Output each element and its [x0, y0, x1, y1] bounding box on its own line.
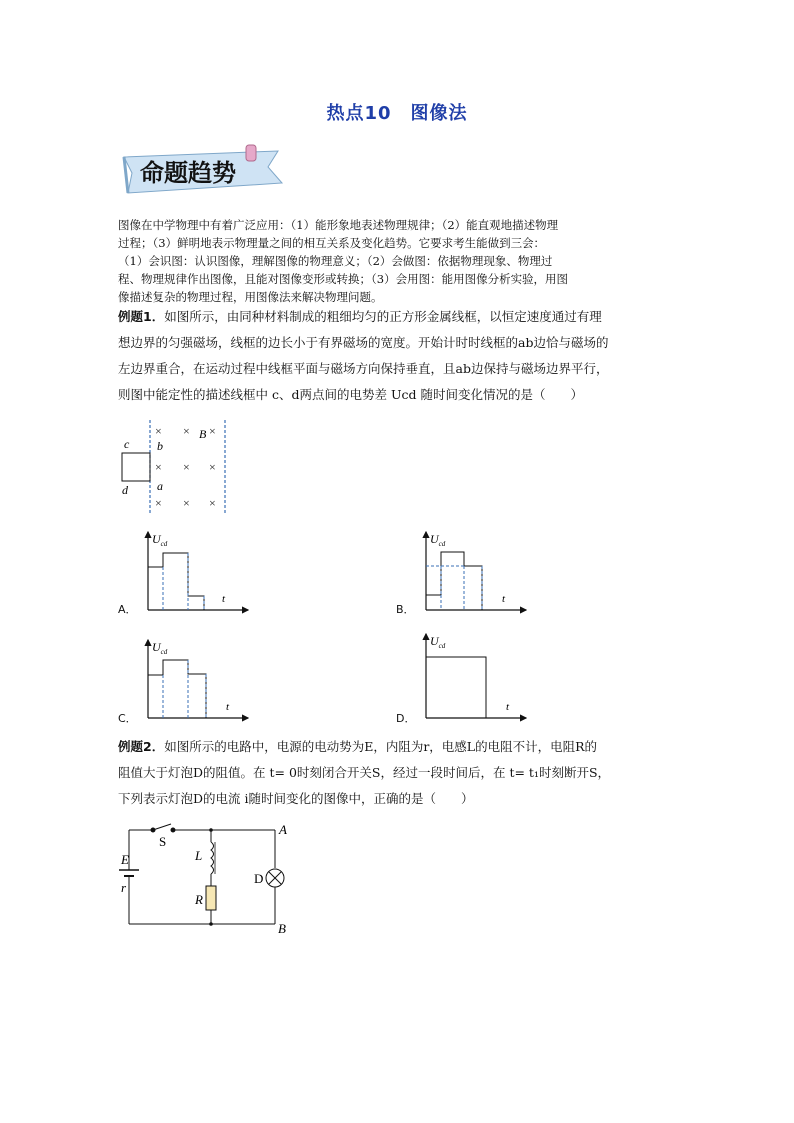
label-L: L [195, 848, 203, 863]
example2-line: 下列表示灯泡D的电流 i随时间变化的图像中，正确的是（ ） [118, 791, 474, 806]
label-E: E [121, 852, 129, 867]
axis-label-sub: cd [438, 540, 446, 548]
intro-line: 图像在中学物理中有着广泛应用：（1）能形象地表述物理规律；（2）能直观地描述物理 [118, 218, 559, 232]
option-c-graph[interactable] [140, 636, 252, 722]
example2-line: 阻值大于灯泡D的阻值。在 t= 0时刻闭合开关S，经过一段时间后，在 t= t₁时刻断开S， [118, 765, 611, 780]
axis-label-sub: cd [160, 648, 168, 656]
magnetic-field-figure [115, 418, 235, 518]
field-cross: × [183, 460, 190, 474]
example1-line: 想边界的匀强磁场，线框的边长小于有界磁场的宽度。开始计时时线框的ab边恰与磁场的 [118, 335, 609, 350]
field-cross: × [209, 460, 216, 474]
option-a-label[interactable]: A． [118, 603, 137, 616]
example2-text [118, 734, 678, 812]
banner-text: 命题趋势 [140, 159, 236, 187]
field-cross: × [155, 424, 162, 438]
field-cross: × [209, 496, 216, 510]
field-cross: × [183, 496, 190, 510]
intro-line: 过程；（3）鲜明地表示物理量之间的相互关系及变化趋势。它要求考生能做到三会： [118, 236, 546, 250]
axis-label-t: t [506, 701, 510, 713]
svg-text:Ucd [152, 640, 168, 656]
option-d-graph[interactable] [418, 630, 530, 722]
example1-line: 如图所示，由同种材料制成的粗细均匀的正方形金属线框，以恒定速度通过有理 [164, 309, 602, 324]
label-d: d [122, 483, 128, 497]
axis-label-t: t [226, 701, 230, 713]
field-cross: × [183, 424, 190, 438]
circuit-diagram [115, 818, 295, 936]
axis-label-u: U [430, 532, 439, 546]
intro-paragraph [118, 216, 678, 306]
example1-text [118, 304, 678, 408]
example1-line: 则图中能定性的描述线框中 c、d两点间的电势差 Ucd 随时间变化情况的是（ ） [118, 387, 583, 402]
option-a-graph[interactable] [140, 528, 252, 614]
intro-line: （1）会识图：认识图像，理解图像的物理意义；（2）会做图：依据物理现象、物理过 [118, 254, 553, 268]
field-cross: × [155, 460, 162, 474]
axis-label-t: t [502, 593, 506, 605]
label-r: r [121, 880, 127, 895]
svg-text:Ucd [430, 532, 446, 548]
axis-label-sub: cd [438, 642, 446, 650]
example2-label: 例题2． [118, 739, 165, 754]
axis-label-u: U [430, 634, 439, 648]
svg-text:Ucd [430, 634, 446, 650]
page-title: 热点10 图像法 [326, 103, 468, 124]
topic-banner [118, 143, 288, 199]
intro-line: 像描述复杂的物理过程，用图像法来解决物理问题。 [118, 290, 383, 304]
label-R: R [195, 892, 203, 907]
example2-line: 如图所示的电路中，电源的电动势为E，内阻为r，电感L的电阻不计，电阻R的 [164, 739, 598, 754]
field-cross: × [155, 496, 162, 510]
example1-line: 左边界重合，在运动过程中线框平面与磁场方向保持垂直，且ab边保持与磁场边界平行， [118, 361, 609, 376]
label-B: B [199, 427, 207, 441]
axis-label-t: t [222, 593, 226, 605]
axis-label-sub: cd [160, 540, 168, 548]
label-B-terminal: B [278, 921, 286, 936]
example1-label: 例题1． [118, 309, 165, 324]
label-c: c [124, 437, 130, 451]
label-D: D [254, 871, 264, 886]
field-cross: × [209, 424, 216, 438]
label-A: A [279, 822, 287, 837]
label-S: S [159, 834, 167, 849]
option-c-label[interactable]: C． [118, 712, 137, 725]
intro-line: 程、物理规律作出图像，且能对图像变形或转换；（3）会用图：能用图像分析实验，用图 [118, 272, 569, 286]
option-b-graph[interactable] [418, 528, 530, 614]
option-d-label[interactable]: D． [396, 712, 416, 725]
axis-label-u: U [152, 532, 161, 546]
svg-text:Ucd [152, 532, 168, 548]
axis-label-u: U [152, 640, 161, 654]
label-b: b [157, 439, 163, 453]
option-b-label[interactable]: B． [396, 603, 415, 616]
label-a: a [157, 479, 163, 493]
